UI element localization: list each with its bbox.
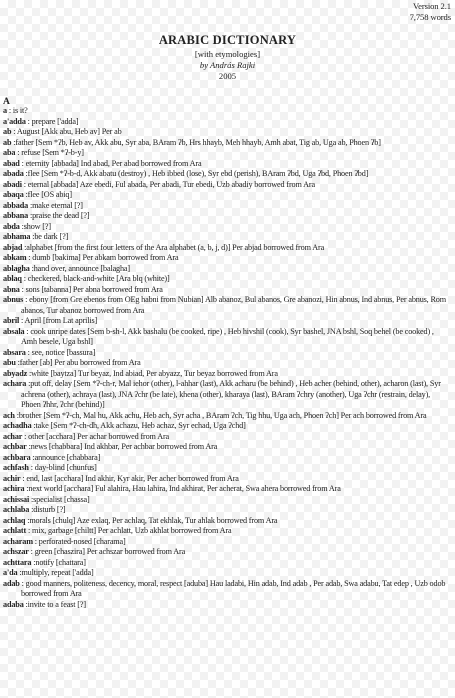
- dictionary-entry: [3, 117, 450, 128]
- document-subtitle: [with etymologies]: [194, 49, 261, 59]
- dictionary-entry: [3, 369, 450, 380]
- entry-headword: achadha: [3, 421, 32, 430]
- entry-headword: achara: [3, 379, 27, 388]
- entry-definition: :brother [Sem *ʔ-ch, Mal hu, Akk achu, Heb ach, Syr acha , BAram ʔch, Tig hhu, Uga ach, Phoen ʔch] Per ach borrowed from Ara: [14, 410, 427, 420]
- word-count: 7,758 words: [409, 12, 451, 22]
- entry-definition: : end, last [acchara] Ind akhir, Kyr akir, Per acher borrowed from Ara: [20, 473, 239, 483]
- entry-definition: : perforated-nosed [charama]: [32, 536, 126, 546]
- dictionary-entry: [3, 232, 450, 243]
- entry-definition: : April [from Lat aprilis]: [19, 316, 98, 325]
- dictionary-entry: [3, 537, 450, 548]
- entry-headword: abbana: [3, 211, 29, 220]
- section-letter: A: [3, 97, 10, 107]
- entry-definition: : day-blind [chunfus]: [28, 463, 97, 472]
- entry-headword: aba: [3, 148, 16, 157]
- entry-definition: : is it?: [6, 106, 28, 115]
- entry-headword: ab: [3, 137, 12, 147]
- dictionary-entry: [3, 526, 450, 537]
- entry-headword: acharam: [3, 536, 33, 546]
- entry-definition: :father [ab] Per abu borrowed from Ara: [15, 358, 141, 367]
- entry-definition: : good manners, politeness, decency, moral, respect [aduba] Hau ladabi, Hin adab, Ind adab , Per adab, Swa adabu, Tat edep , Uzb odob borrowed from Ara: [19, 578, 446, 598]
- entry-definition: : mix, garbage [chiltt] Per achlatt, Uzb akhlat borrowed from Ara: [26, 526, 232, 535]
- entry-headword: a'da: [3, 568, 18, 577]
- document-title: ARABIC DICTIONARY: [158, 33, 297, 47]
- entry-definition: : checkered, black-and-white [Ara blq (white)]: [21, 274, 170, 283]
- entry-definition: :praise the dead [?]: [28, 211, 90, 220]
- entry-definition: :alphabet [from the first four letters of the Ara alphabet (a, b, j, d)] Per abjad borrowed from Ara: [22, 242, 325, 252]
- entry-headword: achlaba: [3, 505, 30, 514]
- entry-list: [3, 106, 450, 610]
- entry-headword: achira: [3, 484, 25, 493]
- dictionary-entry: [3, 547, 450, 558]
- entry-headword: abjad: [3, 242, 23, 252]
- entry-headword: abbada: [3, 200, 29, 210]
- dictionary-entry: [3, 159, 450, 170]
- entry-headword: abda: [3, 221, 20, 231]
- entry-definition: : eternity [abbada] Ind abad, Per abad borrowed from Ara: [19, 158, 202, 168]
- entry-headword: abnus: [3, 295, 24, 304]
- entry-definition: :father [Sem *ʔb, Heb av, Akk abu, Syr aba, BAram ʔb, Hrs hhayb, Meh hhayb, Amh abat, Tig ab, Uga ab, Phoen ʔb]: [11, 137, 381, 147]
- entry-headword: abu: [3, 358, 16, 367]
- dictionary-entry: [3, 442, 450, 453]
- entry-headword: abhama: [3, 232, 31, 241]
- entry-definition: :multiply, repeat ['adda]: [17, 568, 94, 577]
- entry-headword: abadi: [3, 179, 22, 189]
- entry-definition: :notify [chattara]: [31, 557, 86, 567]
- entry-headword: achir: [3, 473, 21, 483]
- entry-definition: :white [baytza] Tur beyaz, Ind abiad, Per abyazz, Tur beyaz borrowed from Ara: [27, 368, 278, 378]
- entry-headword: ablagha: [3, 263, 30, 273]
- dictionary-entry: [3, 316, 450, 327]
- entry-definition: :news [chabbara] Ind akhbar, Per achbar borrowed from Ara: [26, 442, 218, 451]
- entry-headword: achbara: [3, 452, 31, 462]
- entry-definition: : ebony [from Gre ebenos from OEg habni from Nubian] Alb abanoz, Bul abanos, Gre abanozi, Hin abnus, Ind abnus, Per abnus, Rom abanos, Tur abanoz borrowed from Ara: [21, 295, 446, 315]
- entry-definition: : sons [tabanna] Per abna borrowed from Ara: [19, 284, 163, 294]
- dictionary-entry: [3, 285, 450, 296]
- entry-headword: achar: [3, 431, 23, 441]
- dictionary-entry: [3, 558, 450, 569]
- entry-definition: :morals [chulq] Aze exlaq, Per achlaq, Tat ekhlak, Tur ahlak borrowed from Ara: [25, 515, 278, 525]
- entry-definition: : August [Akk abu, Heb av] Per ab: [11, 127, 122, 136]
- dictionary-entry: [3, 411, 450, 422]
- entry-headword: a: [3, 106, 7, 115]
- entry-definition: : other [acchara] Per achar borrowed from Ara: [22, 431, 170, 441]
- dictionary-entry: [3, 274, 450, 285]
- dictionary-entry: [3, 432, 450, 443]
- entry-headword: a'adda: [3, 116, 26, 126]
- dictionary-entry: [3, 190, 450, 201]
- entry-headword: achissai: [3, 494, 30, 504]
- entry-headword: adab: [3, 578, 20, 588]
- entry-headword: abkam: [3, 253, 27, 262]
- entry-definition: :show [?]: [19, 221, 51, 231]
- entry-definition: : green [chaszira] Per achszar borrowed from Ara: [28, 547, 186, 556]
- dictionary-entry: [3, 106, 450, 117]
- dictionary-entry: [3, 148, 450, 159]
- entry-definition: : eternal [abbada] Aze ebedi, Ful abada, Per abadi, Tur ebedi, Uzb abadiy borrowed from Ara: [21, 179, 315, 189]
- version-label: Version 2.1: [412, 1, 451, 11]
- dictionary-entry: [3, 453, 450, 464]
- entry-headword: ab: [3, 127, 12, 136]
- entry-definition: :put off, delay [Sem *ʔ-ch-r, Mal iehor (other), l-ahhar (last), Akk acharu (be behind) , Heb acher (behind, other), acharon (last), Syr achrena (other), achraya (last), JNA ʔchr (be late), khena (other), kharaya (last), BAram ʔchry (another), Uga ʔchr (restrain, delay), Phoen ʔhhr, ʔchr (behind)]: [21, 379, 441, 409]
- dictionary-entry: [3, 495, 450, 506]
- dictionary-entry: [3, 474, 450, 485]
- entry-headword: absara: [3, 347, 26, 357]
- dictionary-entry: [3, 484, 450, 495]
- entry-definition: :take [Sem *ʔ-ch-dh, Akk achazu, Heb achaz, Syr echad, Uga ʔchd]: [31, 421, 246, 430]
- dictionary-entry: [3, 169, 450, 180]
- entry-definition: : cook unripe dates [Sem b-sh-l, Akk bashalu (be cooked, ripe) , Heb hivshil (cook), Syr bashel, JNA bshl, Soq behel (be cooked) , Amh besele, Uga bshl]: [21, 326, 434, 346]
- dictionary-entry: [3, 211, 450, 222]
- entry-definition: :disturb [?]: [29, 505, 66, 514]
- entry-headword: abad: [3, 158, 20, 168]
- entry-definition: :next world [acchara] Ful alahira, Hau lahira, Ind akhirat, Per acherat, Swa ahera borrowed from Ara: [24, 484, 341, 493]
- entry-headword: abaqa: [3, 190, 24, 199]
- entry-headword: abril: [3, 316, 20, 325]
- dictionary-entry: [3, 348, 450, 359]
- entry-headword: abada: [3, 169, 24, 178]
- entry-headword: achlaq: [3, 515, 26, 525]
- entry-headword: adaba: [3, 599, 24, 609]
- dictionary-entry: [3, 327, 450, 348]
- dictionary-entry: [3, 358, 450, 369]
- year-line: 2005: [218, 71, 237, 81]
- entry-definition: : refuse [Sem *ʔ-b-y]: [15, 148, 84, 157]
- entry-definition: : dumb [bakima] Per abkam borrowed from Ara: [26, 253, 179, 262]
- entry-definition: :flee [Sem *ʔ-b-d, Akk abatu (destroy) , Heb ibbed (lose), Syr ebd (perish), BAram ʔbd, Uga ʔbd, Phoen ʔbd]: [23, 169, 369, 178]
- entry-headword: achfash: [3, 463, 29, 472]
- entry-headword: achlatt: [3, 526, 27, 535]
- entry-headword: abyadz: [3, 368, 28, 378]
- dictionary-entry: [3, 600, 450, 611]
- dictionary-entry: [3, 516, 450, 527]
- author-line: by András Rajki: [199, 60, 256, 70]
- dictionary-entry: [3, 201, 450, 212]
- entry-headword: achttara: [3, 557, 32, 567]
- entry-headword: achszar: [3, 547, 29, 556]
- dictionary-entry: [3, 243, 450, 254]
- entry-headword: abna: [3, 284, 20, 294]
- dictionary-entry: [3, 264, 450, 275]
- entry-definition: :invite to a feast [?]: [23, 599, 86, 609]
- entry-definition: :specialist [chassa]: [29, 494, 90, 504]
- entry-headword: absala: [3, 326, 25, 336]
- dictionary-entry: [3, 579, 450, 600]
- entry-definition: :flee [OS abiq]: [23, 190, 72, 199]
- entry-definition: : prepare ['adda]: [25, 116, 79, 126]
- dictionary-entry: [3, 295, 450, 316]
- entry-definition: :announce [chabbara]: [30, 452, 101, 462]
- dictionary-entry: [3, 127, 450, 138]
- dictionary-entry: [3, 505, 450, 516]
- entry-definition: :make eternal [?]: [28, 200, 83, 210]
- dictionary-entry: [3, 463, 450, 474]
- entry-headword: ach: [3, 410, 15, 420]
- dictionary-entry: [3, 138, 450, 149]
- dictionary-entry: [3, 253, 450, 264]
- dictionary-entry: [3, 421, 450, 432]
- dictionary-entry: [3, 180, 450, 191]
- entry-definition: : see, notice [bassura]: [25, 347, 96, 357]
- dictionary-entry: [3, 379, 450, 411]
- entry-headword: ablaq: [3, 274, 22, 283]
- dictionary-entry: [3, 222, 450, 233]
- entry-definition: :be dark [?]: [30, 232, 69, 241]
- entry-headword: achbar: [3, 442, 27, 451]
- version-block: [410, 1, 451, 23]
- entry-definition: :hand over, announce [balagha]: [29, 263, 130, 273]
- dictionary-entry: [3, 568, 450, 579]
